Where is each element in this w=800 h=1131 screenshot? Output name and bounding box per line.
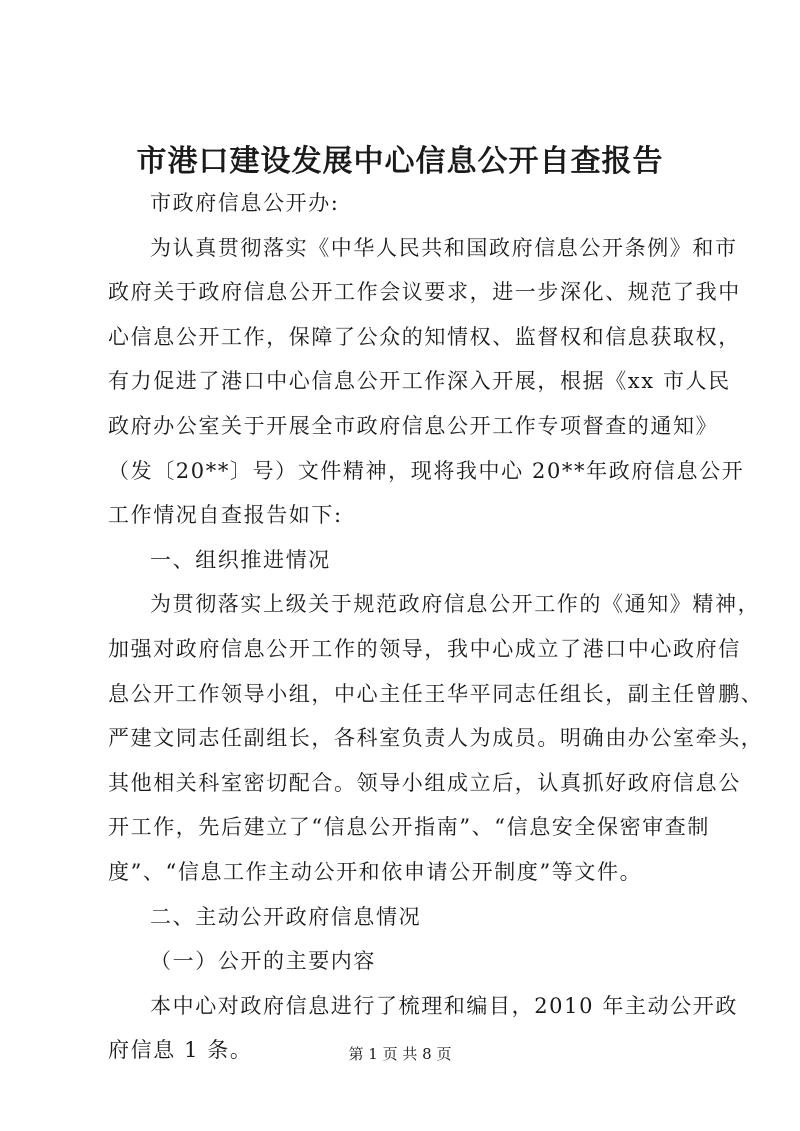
paragraph-line: 为贯彻落实上级关于规范政府信息公开工作的《通知》精神，: [150, 592, 761, 617]
paragraph-line: 其他相关科室密切配合。领导小组成立后，认真抓好政府信息公: [108, 770, 741, 795]
paragraph-line: 本中心对政府信息进行了梳理和编目，2010 年主动公开政: [150, 993, 738, 1018]
paragraph-line: 息公开工作领导小组，中心主任王华平同志任组长，副主任曾鹏、: [108, 681, 764, 706]
paragraph-line: 工作情况自查报告如下:: [108, 503, 343, 528]
paragraph-line: 为认真贯彻落实《中华人民共和国政府信息公开条例》和市: [150, 235, 738, 260]
paragraph-line: 有力促进了港口中心信息公开工作深入开展，根据《xx 市人民: [108, 369, 731, 394]
paragraph-line: 加强对政府信息公开工作的领导，我中心成立了港口中心政府信: [108, 637, 741, 661]
page-number-footer: 第 1 页 共 8 页: [348, 1045, 452, 1063]
paragraph-line: 心信息公开工作，保障了公众的知情权、监督权和信息获取权，: [108, 324, 741, 349]
salutation: 市政府信息公开办:: [150, 191, 340, 215]
document-title: 市港口建设发展中心信息公开自查报告: [136, 144, 664, 179]
paragraph-line: 开工作，先后建立了“信息公开指南”、“信息安全保密审查制: [108, 815, 711, 840]
section-heading: 二、主动公开政府信息情况: [150, 904, 422, 929]
paragraph-line: （发〔20**〕号）文件精神，现将我中心 20**年政府信息公开: [108, 458, 745, 483]
paragraph-line: 度”、“信息工作主动公开和依申请公开制度”等文件。: [108, 860, 643, 884]
paragraph-line: 政府关于政府信息公开工作会议要求，进一步深化、规范了我中: [108, 280, 741, 305]
section-heading: 一、组织推进情况: [150, 547, 331, 572]
paragraph-line: 政府办公室关于开展全市政府信息公开工作专项督查的通知》: [108, 414, 719, 438]
subsection-heading: （一）公开的主要内容: [150, 949, 376, 974]
paragraph-line: 严建文同志任副组长，各科室负责人为成员。明确由办公室牵头，: [108, 726, 764, 751]
paragraph-line: 府信息 1 条。: [108, 1038, 253, 1063]
